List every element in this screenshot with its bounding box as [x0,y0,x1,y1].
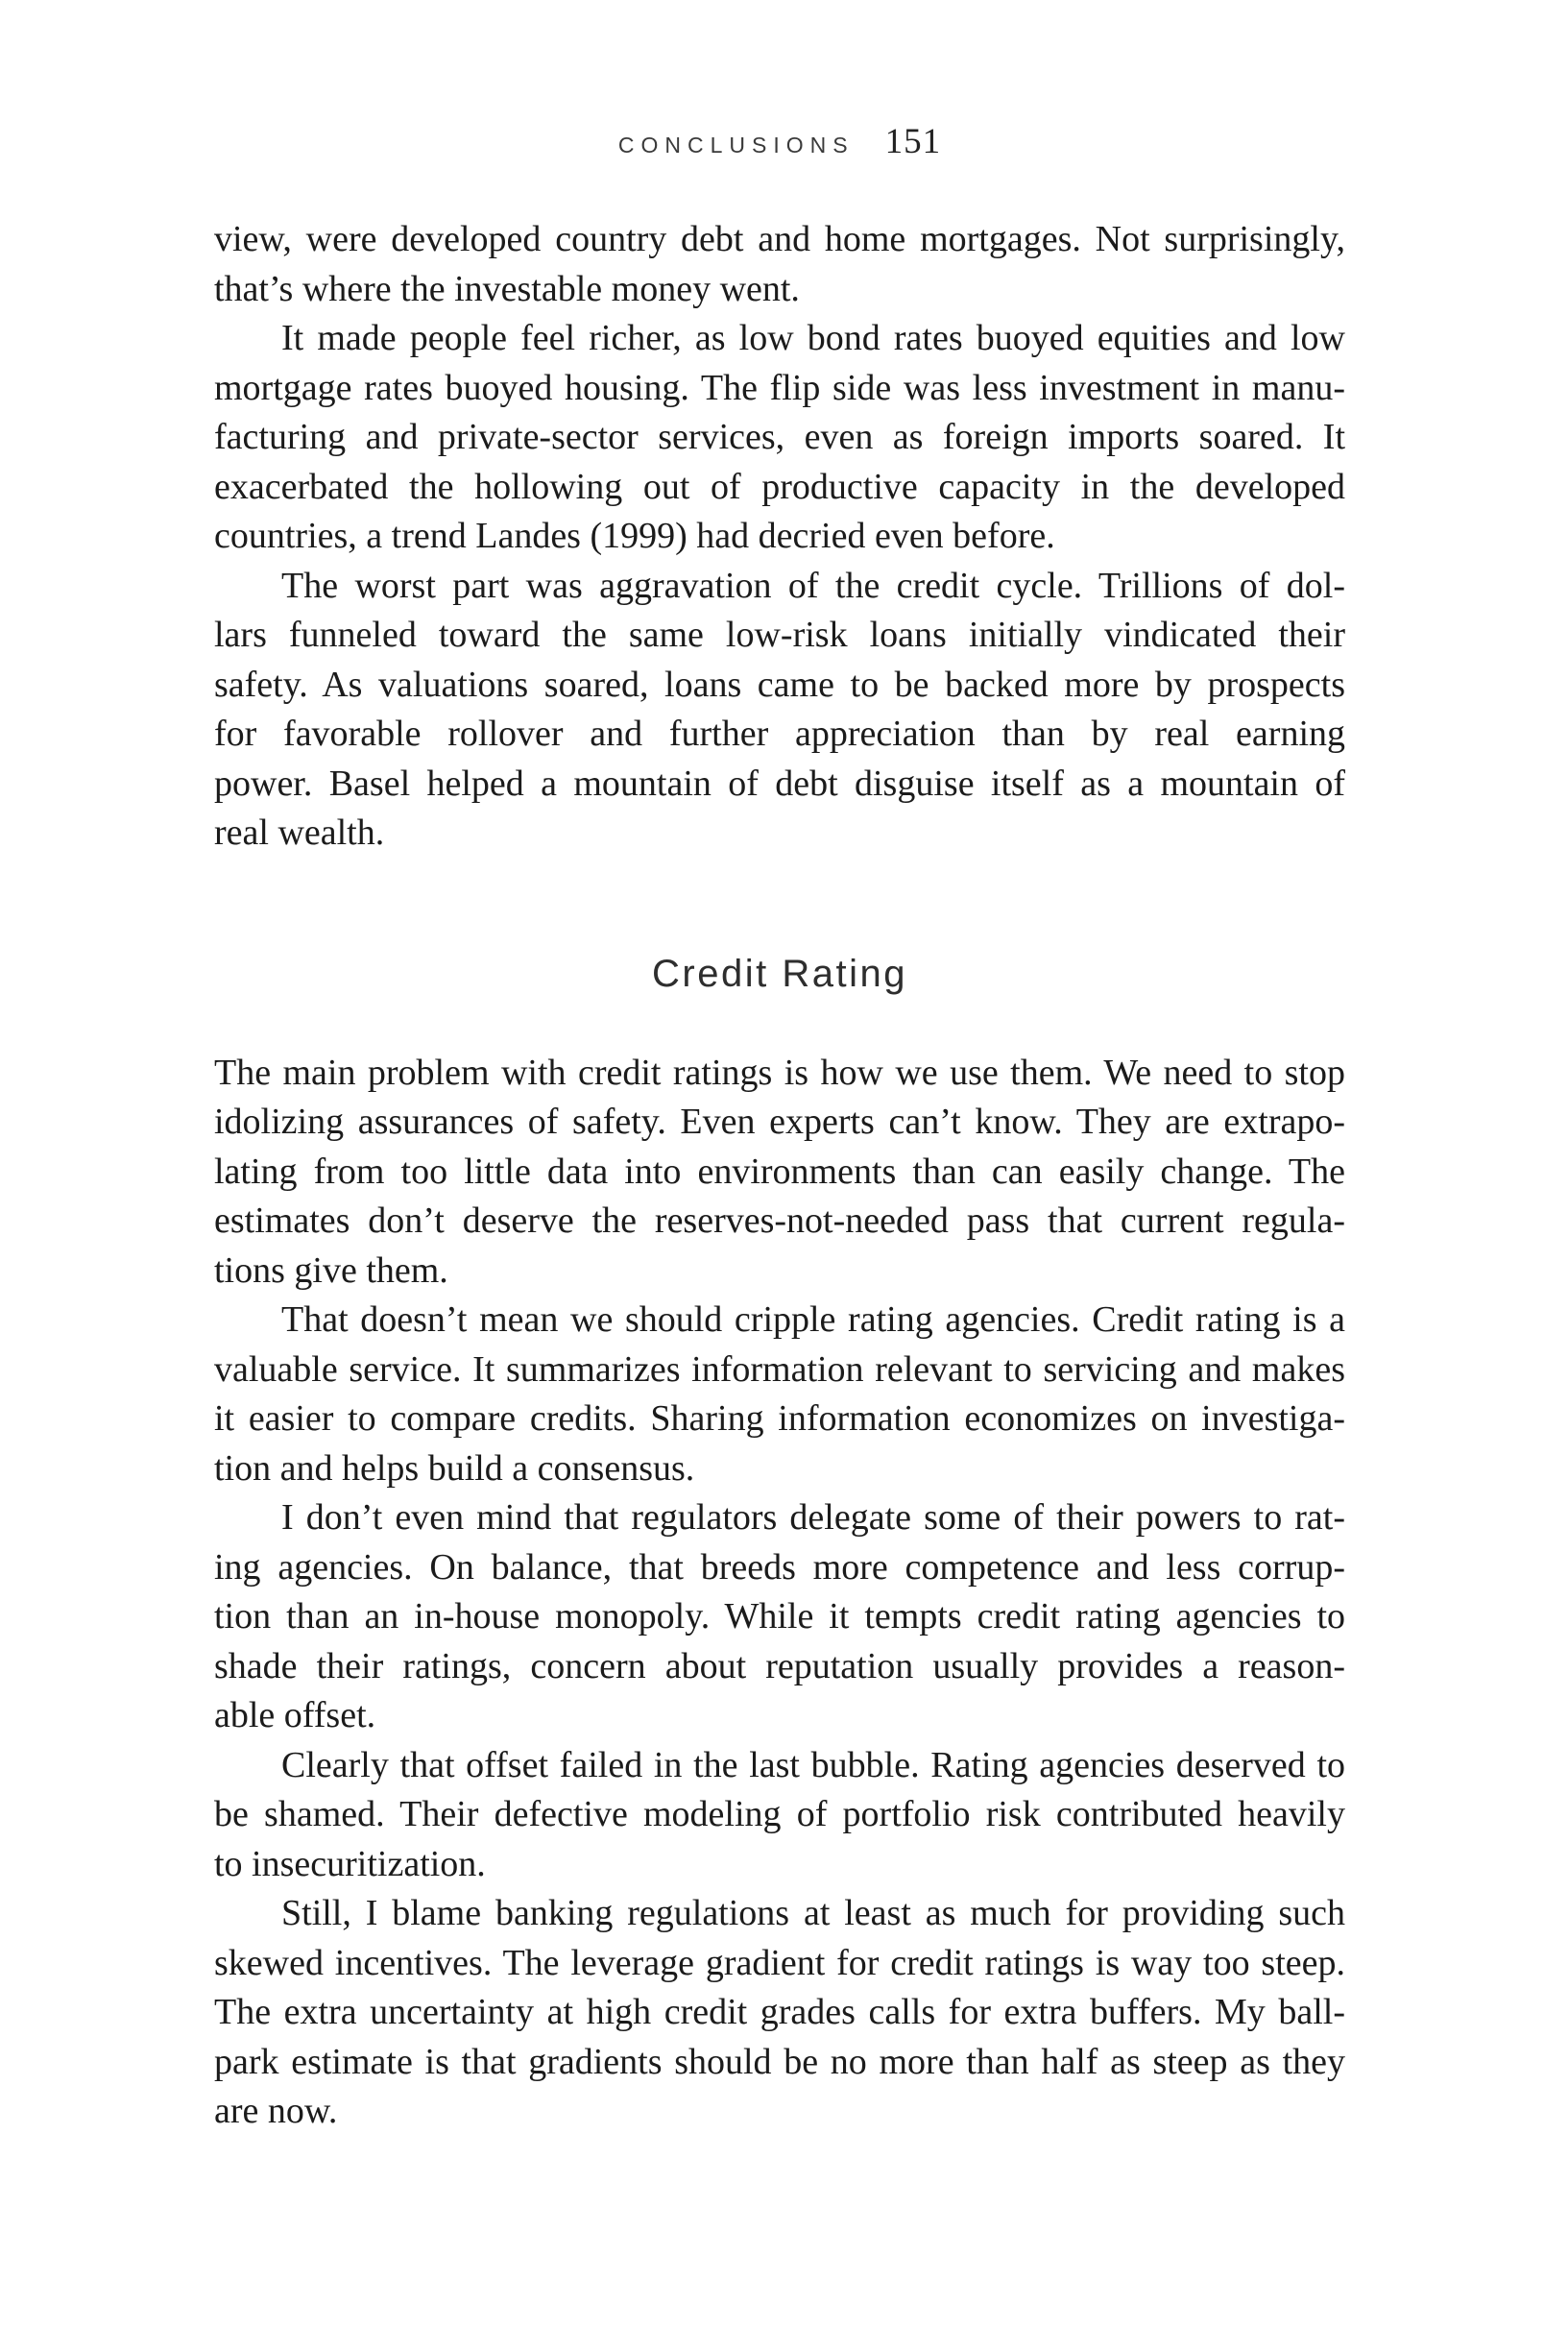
page-number: 151 [884,122,942,161]
section-heading: Credit Rating [652,952,907,995]
paragraph-line: real wealth. [214,812,385,853]
paragraph-line: idolizing assurances of safety. Even experts can’t know. They are extrapo- [214,1102,1345,1142]
paragraph-line: skewed incentives. The leverage gradient for credit ratings is way too steep. [214,1942,1345,1983]
body-paragraph [214,1493,1345,1741]
paragraph-line: estimates don’t deserve the reserves-not-needed pass that current regula- [214,1200,1345,1241]
body-paragraph [214,562,1345,859]
body-paragraph [214,1049,1345,1297]
paragraph-line: lating from too little data into environments than can easily change. The [214,1151,1345,1192]
paragraph-line: power. Basel helped a mountain of debt disguise itself as a mountain of [214,763,1345,804]
body-paragraph [214,1741,1345,1890]
body-paragraph [214,1296,1345,1493]
paragraph-line: I don’t even mind that regulators delegate some of their powers to rat- [281,1497,1345,1538]
paragraph-line: tions give them. [214,1249,448,1291]
paragraph-line: view, were developed country debt and home mortgages. Not surprisingly, [214,219,1345,259]
paragraph-line: exacerbated the hollowing out of productive capacity in the developed [214,466,1345,507]
paragraph-line: lars funneled toward the same low-risk loans initially vindicated their [214,615,1345,655]
paragraph-line: park estimate is that gradients should be no more than half as steep as they [214,2041,1345,2082]
paragraph-line: shade their ratings, concern about reputation usually provides a reason- [214,1645,1345,1686]
running-head [214,121,1345,162]
text-block [214,215,1345,2137]
paragraph-line: Still, I blame banking regulations at least as much for providing such [281,1893,1345,1933]
body-paragraph [214,215,1345,314]
body-paragraph [214,1889,1345,2137]
paragraph-line: for favorable rollover and further appreciation than by real earning [214,714,1345,754]
paragraph-line: The main problem with credit ratings is how we use them. We need to stop [214,1052,1345,1093]
paragraph-line: facturing and private-sector services, even as foreign imports soared. It [214,417,1345,457]
paragraph-line: tion and helps build a consensus. [214,1447,695,1489]
paragraph-line: tion than an in-house monopoly. While it tempts credit rating agencies to [214,1596,1345,1637]
paragraph-line: countries, a trend Landes (1999) had decried even before. [214,516,1055,556]
paragraph-line: valuable service. It summarizes information relevant to servicing and makes [214,1348,1345,1390]
paragraph-line: That doesn’t mean we should cripple rating agencies. Credit rating is a [281,1299,1345,1340]
paragraph-line: The extra uncertainty at high credit grades calls for extra buffers. My ball- [214,1992,1345,2032]
paragraph-line: ing agencies. On balance, that breeds more competence and less corrup- [214,1546,1345,1588]
paragraph-line: are now. [214,2091,338,2131]
paragraph-line: It made people feel richer, as low bond rates buoyed equities and low [281,318,1345,358]
paragraph-line: able offset. [214,1695,376,1735]
running-head-section-title: CONCLUSIONS [617,133,855,158]
paragraph-line: to insecuritization. [214,1843,486,1884]
body-paragraph [214,314,1345,562]
paragraph-line: The worst part was aggravation of the credit cycle. Trillions of dol- [281,565,1345,606]
paragraph-line: that’s where the investable money went. [214,268,800,309]
paragraph-line: it easier to compare credits. Sharing information economizes on investiga- [214,1398,1345,1439]
paragraph-line: be shamed. Their defective modeling of portfolio risk contributed heavily [214,1794,1345,1834]
paragraph-line: Clearly that offset failed in the last bubble. Rating agencies deserved to [281,1744,1345,1785]
paragraph-line: mortgage rates buoyed housing. The flip side was less investment in manu- [214,367,1345,408]
paragraph-line: safety. As valuations soared, loans came to be backed more by prospects [214,664,1345,705]
